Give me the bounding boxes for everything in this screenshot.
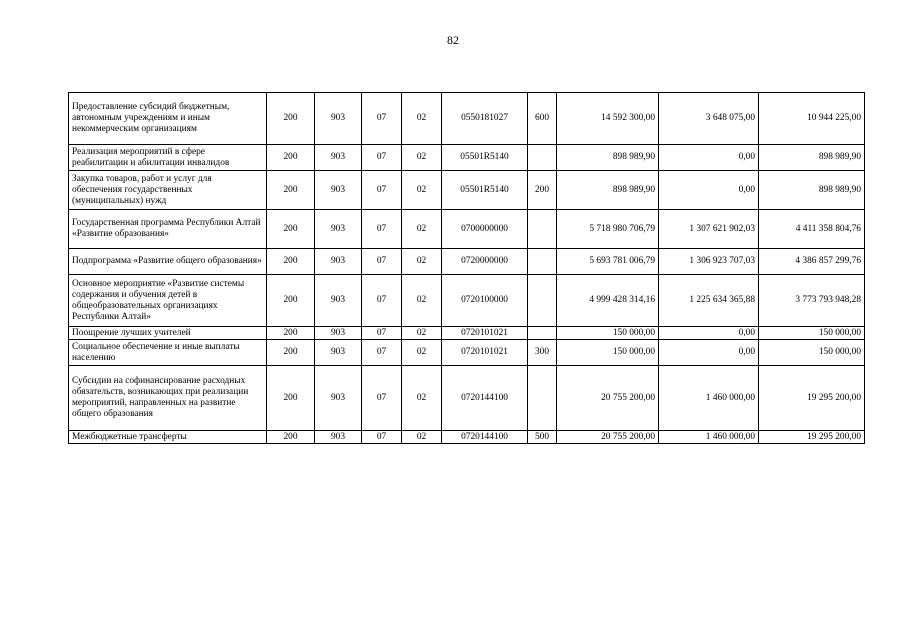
cell-amount-federal: 0,00	[659, 327, 759, 340]
cell-grbs-code: 903	[315, 93, 362, 145]
table-row	[69, 366, 865, 431]
cell-amount-federal: 0,00	[659, 340, 759, 366]
cell-grbs-code: 903	[315, 171, 362, 210]
cell-amount-regional: 4 386 857 299,76	[759, 249, 865, 275]
cell-target-article: 0720101021	[442, 340, 528, 366]
cell-amount-total: 5 693 781 006,79	[557, 249, 659, 275]
cell-grbs-code: 903	[315, 431, 362, 444]
cell-amount-regional: 19 295 200,00	[759, 431, 865, 444]
cell-admin-code: 200	[267, 340, 315, 366]
cell-name: Закупка товаров, работ и услуг для обеспечения государственных (муниципальных) нужд	[69, 171, 267, 210]
cell-amount-regional: 4 411 358 804,76	[759, 210, 865, 249]
cell-grbs-code: 903	[315, 249, 362, 275]
cell-subsection-code: 02	[402, 210, 442, 249]
cell-amount-total: 4 999 428 314,16	[557, 275, 659, 327]
cell-expense-type	[528, 210, 557, 249]
cell-section-code: 07	[362, 210, 402, 249]
cell-amount-regional: 150 000,00	[759, 340, 865, 366]
cell-admin-code: 200	[267, 210, 315, 249]
cell-name: Основное мероприятие «Развитие системы содержания и обучения детей в общеобразовательных организациях Республики Алтай»	[69, 275, 267, 327]
cell-amount-total: 5 718 980 706,79	[557, 210, 659, 249]
cell-admin-code: 200	[267, 249, 315, 275]
cell-amount-federal: 1 306 923 707,03	[659, 249, 759, 275]
table-row	[69, 93, 865, 145]
cell-target-article: 0720144100	[442, 366, 528, 431]
cell-section-code: 07	[362, 431, 402, 444]
cell-name: Поощрение лучших учителей	[69, 327, 267, 340]
cell-subsection-code: 02	[402, 93, 442, 145]
cell-expense-type	[528, 327, 557, 340]
cell-name: Межбюджетные трансферты	[69, 431, 267, 444]
cell-admin-code: 200	[267, 145, 315, 171]
table-row	[69, 210, 865, 249]
cell-expense-type	[528, 249, 557, 275]
table-row	[69, 431, 865, 444]
cell-grbs-code: 903	[315, 366, 362, 431]
cell-amount-federal: 1 307 621 902,03	[659, 210, 759, 249]
cell-amount-regional: 898 989,90	[759, 145, 865, 171]
cell-admin-code: 200	[267, 275, 315, 327]
cell-subsection-code: 02	[402, 366, 442, 431]
cell-section-code: 07	[362, 249, 402, 275]
cell-name: Государственная программа Республики Алтай «Развитие образования»	[69, 210, 267, 249]
cell-subsection-code: 02	[402, 145, 442, 171]
cell-amount-total: 150 000,00	[557, 340, 659, 366]
cell-amount-regional: 10 944 225,00	[759, 93, 865, 145]
cell-section-code: 07	[362, 340, 402, 366]
cell-expense-type	[528, 366, 557, 431]
table-row	[69, 145, 865, 171]
cell-amount-regional: 3 773 793 948,28	[759, 275, 865, 327]
table-row	[69, 327, 865, 340]
table-row	[69, 340, 865, 366]
cell-name: Субсидии на софинансирование расходных обязательств, возникающих при реализации мероприятий, направленных на развитие общего образования	[69, 366, 267, 431]
cell-amount-regional: 898 989,90	[759, 171, 865, 210]
cell-subsection-code: 02	[402, 171, 442, 210]
table-row	[69, 275, 865, 327]
cell-admin-code: 200	[267, 431, 315, 444]
budget-table	[68, 92, 865, 444]
cell-amount-federal: 0,00	[659, 171, 759, 210]
cell-grbs-code: 903	[315, 327, 362, 340]
cell-expense-type: 300	[528, 340, 557, 366]
cell-amount-total: 20 755 200,00	[557, 366, 659, 431]
cell-expense-type	[528, 145, 557, 171]
cell-expense-type: 500	[528, 431, 557, 444]
table-row	[69, 171, 865, 210]
cell-subsection-code: 02	[402, 340, 442, 366]
page-number: 82	[447, 33, 459, 47]
cell-amount-total: 150 000,00	[557, 327, 659, 340]
cell-section-code: 07	[362, 171, 402, 210]
cell-amount-federal: 1 225 634 365,88	[659, 275, 759, 327]
cell-amount-federal: 1 460 000,00	[659, 366, 759, 431]
cell-target-article: 05501R5140	[442, 145, 528, 171]
cell-section-code: 07	[362, 145, 402, 171]
cell-grbs-code: 903	[315, 210, 362, 249]
cell-section-code: 07	[362, 366, 402, 431]
cell-name: Подпрограмма «Развитие общего образования»	[69, 249, 267, 275]
cell-target-article: 05501R5140	[442, 171, 528, 210]
cell-target-article: 0720144100	[442, 431, 528, 444]
cell-grbs-code: 903	[315, 340, 362, 366]
cell-amount-federal: 3 648 075,00	[659, 93, 759, 145]
cell-amount-federal: 0,00	[659, 145, 759, 171]
cell-target-article: 0720100000	[442, 275, 528, 327]
cell-amount-total: 898 989,90	[557, 145, 659, 171]
cell-admin-code: 200	[267, 93, 315, 145]
cell-target-article: 0720101021	[442, 327, 528, 340]
cell-subsection-code: 02	[402, 327, 442, 340]
cell-expense-type: 600	[528, 93, 557, 145]
cell-admin-code: 200	[267, 327, 315, 340]
cell-section-code: 07	[362, 327, 402, 340]
cell-subsection-code: 02	[402, 275, 442, 327]
cell-target-article: 0720000000	[442, 249, 528, 275]
cell-name: Социальное обеспечение и иные выплаты населению	[69, 340, 267, 366]
cell-amount-regional: 19 295 200,00	[759, 366, 865, 431]
cell-expense-type: 200	[528, 171, 557, 210]
cell-amount-federal: 1 460 000,00	[659, 431, 759, 444]
cell-amount-total: 14 592 300,00	[557, 93, 659, 145]
cell-section-code: 07	[362, 93, 402, 145]
cell-subsection-code: 02	[402, 431, 442, 444]
cell-admin-code: 200	[267, 171, 315, 210]
cell-amount-regional: 150 000,00	[759, 327, 865, 340]
cell-amount-total: 20 755 200,00	[557, 431, 659, 444]
cell-subsection-code: 02	[402, 249, 442, 275]
cell-grbs-code: 903	[315, 275, 362, 327]
cell-name: Реализация мероприятий в сфере реабилитации и абилитации инвалидов	[69, 145, 267, 171]
table-row	[69, 249, 865, 275]
cell-amount-total: 898 989,90	[557, 171, 659, 210]
cell-target-article: 0550181027	[442, 93, 528, 145]
cell-grbs-code: 903	[315, 145, 362, 171]
cell-admin-code: 200	[267, 366, 315, 431]
cell-target-article: 0700000000	[442, 210, 528, 249]
cell-expense-type	[528, 275, 557, 327]
cell-name: Предоставление субсидий бюджетным, автономным учреждениям и иным некоммерческим организациям	[69, 93, 267, 145]
cell-section-code: 07	[362, 275, 402, 327]
